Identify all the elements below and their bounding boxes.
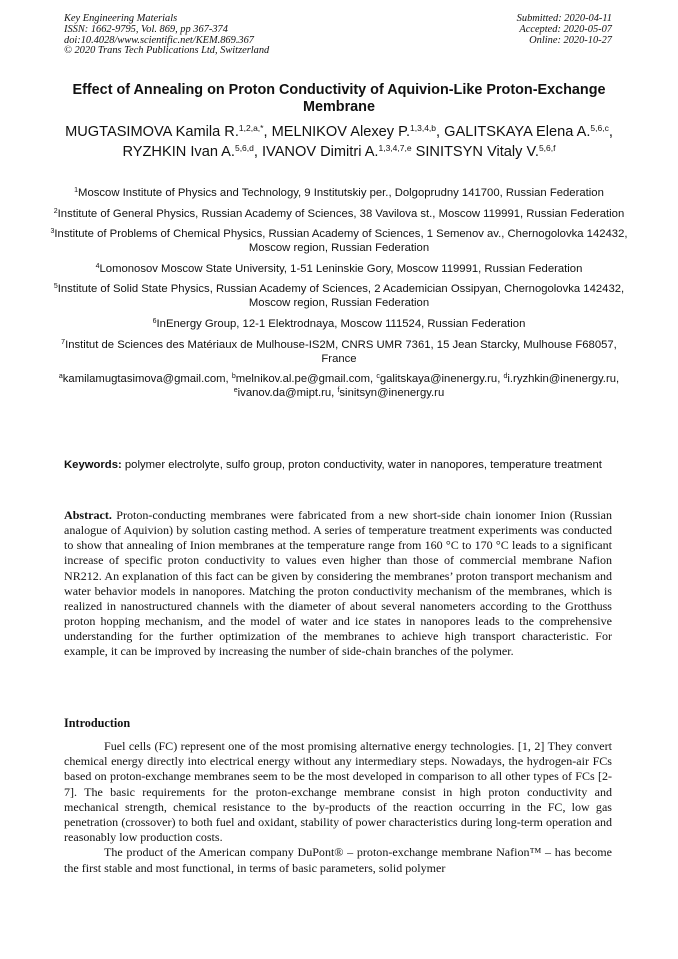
affiliation: $^4$Lomonosov Moscow State University, 1-51 Leninskie Gory, Moscow 119991, Russian Federation <box>95 262 583 275</box>
author-list <box>50 122 628 162</box>
issn-line: ISSN: 1662-9795, Vol. 869, pp 367-374 <box>64 23 228 35</box>
affiliation: $^1$Moscow Institute of Physics and Technology, 9 Institutskiy per., Dolgoprudny 141700, Russian Federation <box>74 187 604 199</box>
email[interactable]: $^d$i.ryzhkin@inenergy.ru, <box>503 373 620 386</box>
author: RYZHKIN Ivan A.$^{5,6,d}$, <box>122 143 262 160</box>
abstract <box>64 508 612 660</box>
copyright-line: © 2020 Trans Tech Publications Ltd, Switzerland <box>64 45 270 57</box>
affiliation: $^7$Institut de Sciences des Matériaux de Mulhouse-IS2M, CNRS UMR 7361, 15 Jean Starcky, Mulhouse F68057, France <box>61 338 617 365</box>
email[interactable]: $^a$kamilamugtasimova@gmail.com, <box>58 373 232 386</box>
email[interactable]: $^c$galitskaya@inenergy.ru, <box>376 373 504 386</box>
introduction-body <box>64 739 612 876</box>
doi-line: doi:10.4028/www.scientific.net/KEM.869.367 <box>64 34 254 46</box>
author: MUGTASIMOVA Kamila R.$^{1,2,a,*}$, <box>65 123 272 140</box>
email[interactable]: $^e$ivanov.da@mipt.ru, <box>233 387 338 400</box>
section-heading: Introduction <box>64 716 131 730</box>
author: MELNIKOV Alexey P.$^{1,3,4,b}$, <box>271 123 445 140</box>
affiliation: $^3$Institute of Problems of Chemical Physics, Russian Academy of Sciences, 1 Semenov av., Chernogolovka 142432, Moscow region, Russian Federation <box>50 228 628 255</box>
submission-dates <box>517 14 612 46</box>
affiliation: $^6$InEnergy Group, 12-1 Elektrodnaya, Moscow 111524, Russian Federation <box>152 317 526 330</box>
paragraph: Fuel cells (FC) represent one of the most promising alternative energy technologies. [1, 2] They convert chemical energy directly into electrical energy without any intermediary steps. Nowadays, the hydrogen-air FCs based on proton-exchange membranes seem to be the most developed in comparison to all other types of FCs [2-7]. The basic requirements for the proton-exchange membrane consist in high proton conductivity and mechanical strength, chemical resistance to the by-products of the reaction occurring in the FC, low gas penetration (crossover) to both fuel and oxidant, stability of power characteristics during long-term operation and reasonably low production costs. <box>64 739 612 845</box>
affiliation: $^5$Institute of Solid State Physics, Russian Academy of Sciences, 2 Academician Ossipyan, Chernogolovka 142432, Moscow region, Russian Federation <box>53 283 625 310</box>
author: IVANOV Dimitri A.$^{1,3,4,7,e}$ <box>261 143 412 160</box>
keywords-label: Keywords: <box>64 459 122 471</box>
journal-info <box>64 14 269 57</box>
affiliation-list <box>50 186 628 400</box>
affiliation: $^2$Institute of General Physics, Russian Academy of Sciences, 38 Vavilova st., Moscow 119991, Russian Federation <box>53 207 625 220</box>
online-date: Online: 2020-10-27 <box>529 34 612 46</box>
abstract-text: Proton-conducting membranes were fabricated from a new short-side chain ionomer Inion (Russian analogue of Aquivion) by solution casting method. A series of temperature treatment experiments was conducted to show that annealing of Inion membranes at the temperature range from 160 °C to 170 °C leads to a significant increase of specific proton conductivity to values even higher than those of commercial membrane Nafion NR212. An explanation of this fact can be given by considering the membranes’ proton transport mechanism and water behavior models in nanopores. Matching the proton conductivity mechanism of the membranes, which is realized in nanostructured channels with the diameter of about several nanometers according to the Grotthuss proton hopping mechanism, and the model of water and ice states in nanopores leads to the comprehensive understanding for the further optimization of the membranes to achieve high transport characteristic. For example, it can be improved by increasing the number of side-chain branches of the polymer. <box>64 508 612 659</box>
email[interactable]: $^f$sinitsyn@inenergy.ru <box>337 387 445 400</box>
author: SINITSYN Vitaly V.$^{5,6,f}$ <box>415 143 556 160</box>
abstract-label: Abstract. <box>64 508 112 522</box>
keywords <box>64 458 612 472</box>
email[interactable]: $^b$melnikov.al.pe@gmail.com, <box>231 373 377 386</box>
paper-title: Effect of Annealing on Proton Conductivity of Aquivion-Like Proton-Exchange Membrane <box>72 82 606 115</box>
keywords-text: polymer electrolyte, sulfo group, proton conductivity, water in nanopores, temperature treatment <box>121 459 602 471</box>
submitted-date: Submitted: 2020-04-11 <box>516 13 612 24</box>
journal-name: Key Engineering Materials <box>64 13 178 24</box>
paragraph: The product of the American company DuPont® – proton-exchange membrane Nafion™ – has become the first stable and most functional, in terms of basic parameters, solid polymer <box>64 845 612 875</box>
author: GALITSKAYA Elena A.$^{5,6,c}$, <box>444 123 613 140</box>
email-list <box>50 372 628 400</box>
accepted-date: Accepted: 2020-05-07 <box>519 23 612 35</box>
